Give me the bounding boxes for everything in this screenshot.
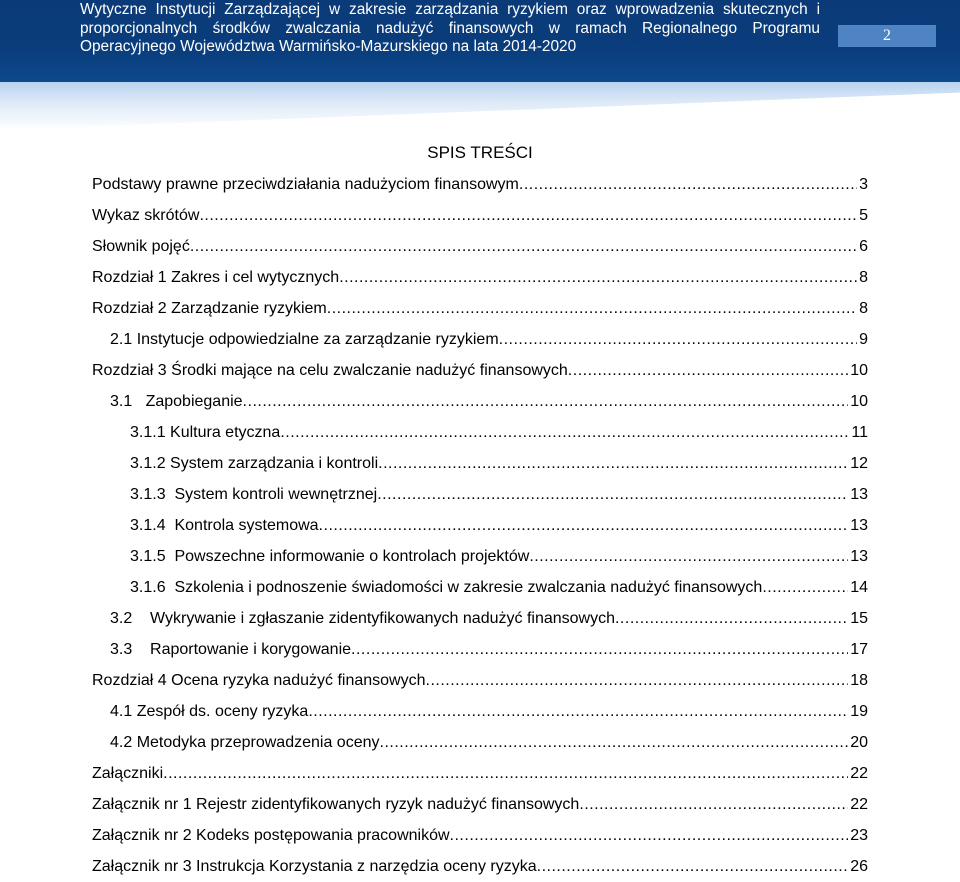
toc-entry[interactable] [92, 572, 868, 603]
page-header [0, 0, 960, 82]
toc-page-number: 22 [850, 765, 868, 782]
toc-page-number: 5 [859, 207, 868, 224]
toc-page-number: 10 [850, 393, 868, 410]
toc-entry-label: Załącznik nr 3 Instrukcja Korzystania z narzędzia oceny ryzyka [92, 858, 537, 875]
toc-entry[interactable] [92, 200, 868, 231]
dot-leader [243, 386, 849, 417]
toc-entry[interactable] [92, 696, 868, 727]
toc-entry-label: Załącznik nr 1 Rejestr zidentyfikowanych ryzyk nadużyć finansowych [92, 796, 580, 813]
toc-entry[interactable] [92, 324, 868, 355]
toc-page-number: 10 [850, 362, 868, 379]
dot-leader [426, 665, 849, 696]
toc-entry-label: 3.1.1 Kultura etyczna [130, 424, 281, 441]
toc-entry-label: 3.1.5 Powszechne informowanie o kontrolach projektów [130, 548, 530, 565]
dot-leader [380, 727, 849, 758]
toc-page-number: 19 [850, 703, 868, 720]
dot-leader [568, 355, 848, 386]
dot-leader [579, 789, 848, 820]
toc-entry[interactable] [92, 386, 868, 417]
toc-entry[interactable] [92, 448, 868, 479]
dot-leader [351, 634, 848, 665]
toc-page-number: 9 [859, 331, 868, 348]
toc-title: SPIS TREŚCI [427, 143, 533, 162]
toc-entry-label: 3.1.4 Kontrola systemowa [130, 517, 319, 534]
dot-leader [499, 324, 857, 355]
toc-entry-label: Załącznik nr 2 Kodeks postępowania pracowników [92, 827, 450, 844]
toc-entry-label: 3.1.2 System zarządzania i kontroli [130, 455, 379, 472]
toc-entry-label: 3.2 Wykrywanie i zgłaszanie zidentyfikowanych nadużyć finansowych [110, 610, 615, 627]
toc-page-number: 23 [850, 827, 868, 844]
toc-entry[interactable] [92, 820, 868, 851]
toc-page-number: 13 [850, 517, 868, 534]
toc-entry[interactable] [92, 479, 868, 510]
toc-entry-label: Rozdział 3 Środki mające na celu zwalczanie nadużyć finansowych [92, 362, 568, 379]
toc-entry[interactable] [92, 665, 868, 696]
toc-entry[interactable] [92, 510, 868, 541]
dot-leader [519, 169, 857, 200]
dot-leader [199, 200, 857, 231]
toc-entry[interactable] [92, 417, 868, 448]
toc-entry-label: Wykaz skrótów [92, 207, 200, 224]
dot-leader [190, 231, 857, 262]
toc-entry[interactable] [92, 634, 868, 665]
toc-page-number: 6 [859, 238, 868, 255]
toc-page-number: 8 [859, 300, 868, 317]
page-number-badge: 2 [838, 25, 936, 47]
toc-entry-label: 4.1 Zespół ds. oceny ryzyka [110, 703, 309, 720]
toc-page-number: 18 [850, 672, 868, 689]
toc-entry-label: 3.1.6 Szkolenia i podnoszenie świadomości w zakresie zwalczania nadużyć finansowych [130, 579, 763, 596]
toc-entry-label: Podstawy prawne przeciwdziałania nadużyciom finansowym [92, 176, 519, 193]
toc-entry[interactable] [92, 758, 868, 789]
dot-leader [378, 448, 848, 479]
dot-leader [163, 758, 848, 789]
toc-entry[interactable] [92, 727, 868, 758]
toc-page-number: 14 [850, 579, 868, 596]
toc-entry-label: Załączniki [92, 765, 164, 782]
toc-entry[interactable] [92, 262, 868, 293]
dot-leader [450, 820, 849, 851]
table-of-contents [92, 169, 868, 882]
toc-entry[interactable] [92, 789, 868, 820]
toc-page-number: 13 [850, 548, 868, 565]
toc-entry[interactable] [92, 169, 868, 200]
dot-leader [327, 293, 857, 324]
toc-page-number: 20 [850, 734, 868, 751]
toc-page-number: 12 [850, 455, 868, 472]
toc-entry-label: Słownik pojęć [92, 238, 190, 255]
dot-leader [529, 541, 848, 572]
dot-leader [339, 262, 857, 293]
toc-entry-label: 3.1.3 System kontroli wewnętrznej [130, 486, 378, 503]
dot-leader [615, 603, 848, 634]
document-title: Wytyczne Instytucji Zarządzającej w zakresie zarządzania ryzykiem oraz wprowadzenia skutecznych i proporcjonalnych środków zwalczania nadużyć finansowych w ramach Regionalnego Programu Operacyjnego Województwa Warmińsko-Mazurskiego na lata 2014-2020 [80, 1, 820, 55]
toc-entry-label: 4.2 Metodyka przeprowadzenia oceny [110, 734, 380, 751]
dot-leader [377, 479, 848, 510]
toc-page-number: 11 [851, 424, 868, 441]
toc-page-number: 8 [859, 269, 868, 286]
toc-page-number: 3 [859, 176, 868, 193]
toc-entry-label: 2.1 Instytucje odpowiedzialne za zarządzanie ryzykiem [110, 331, 499, 348]
dot-leader [762, 572, 848, 603]
toc-page-number: 26 [850, 858, 868, 875]
dot-leader [308, 696, 848, 727]
header-shadow [0, 82, 960, 130]
toc-entry-label: 3.1 Zapobieganie [110, 393, 243, 410]
toc-entry-label: Rozdział 4 Ocena ryzyka nadużyć finansowych [92, 672, 426, 689]
toc-entry-label: Rozdział 1 Zakres i cel wytycznych [92, 269, 340, 286]
toc-page-number: 15 [850, 610, 868, 627]
toc-page-number: 13 [850, 486, 868, 503]
toc-entry[interactable] [92, 355, 868, 386]
toc-page-number: 22 [850, 796, 868, 813]
toc-entry-label: Rozdział 2 Zarządzanie ryzykiem [92, 300, 327, 317]
toc-entry-label: 3.3 Raportowanie i korygowanie [110, 641, 352, 658]
toc-entry[interactable] [92, 541, 868, 572]
toc-page-number: 17 [850, 641, 868, 658]
toc-entry[interactable] [92, 603, 868, 634]
toc-entry[interactable] [92, 231, 868, 262]
toc-entry[interactable] [92, 293, 868, 324]
dot-leader [280, 417, 849, 448]
dot-leader [319, 510, 849, 541]
